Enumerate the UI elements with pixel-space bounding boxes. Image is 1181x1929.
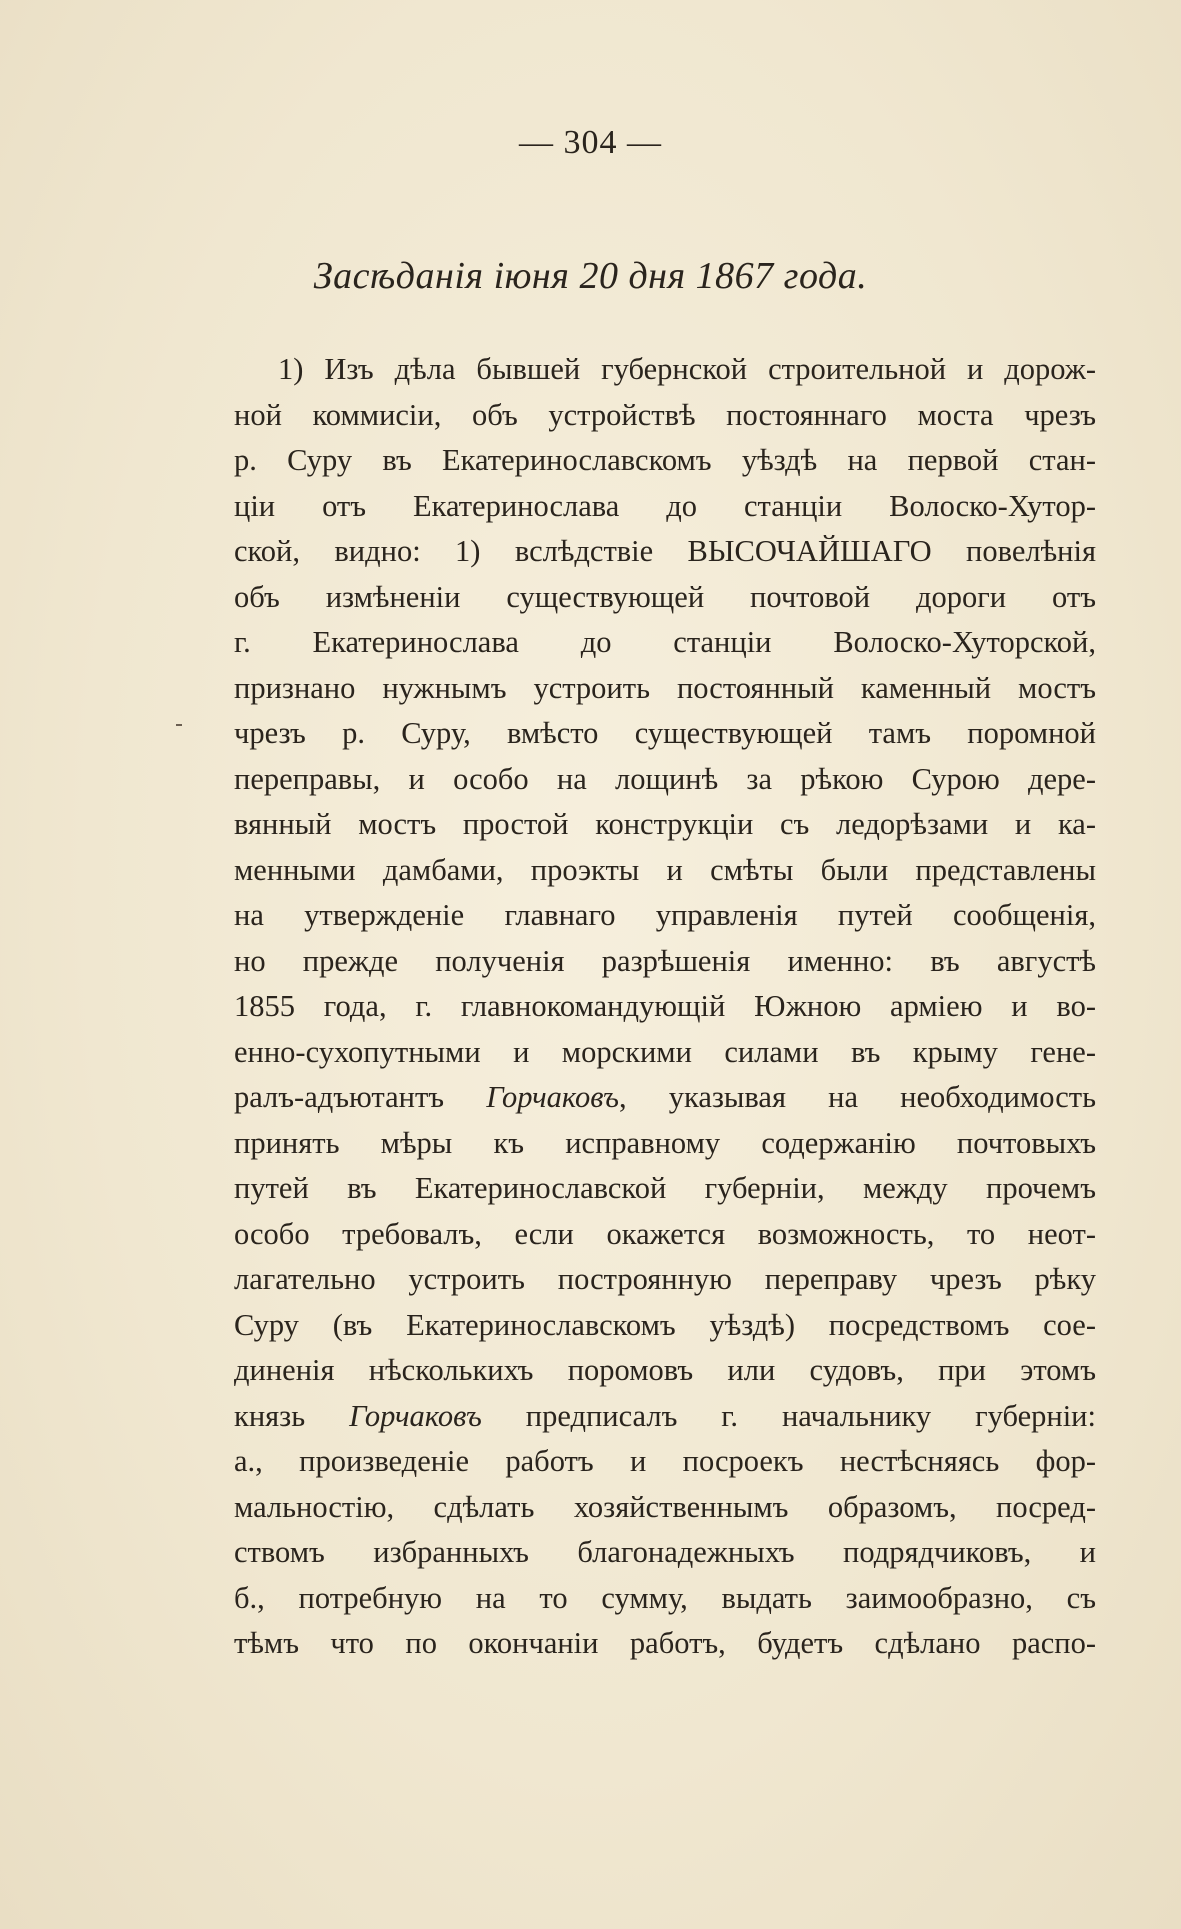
text-line: путей въ Екатеринославской губерніи, между прочемъ [234, 1171, 1096, 1205]
session-heading: Засѣданія іюня 20 дня 1867 года. [313, 255, 868, 297]
text-line: 1855 года, г. главнокомандующій Южною арміею и во- [234, 989, 1096, 1023]
text-line: вянный мостъ простой конструкціи съ ледорѣзами и ка- [234, 807, 1096, 841]
text-line: лагательно устроить построянную переправу чрезъ рѣку [234, 1262, 1096, 1296]
text-line: г. Екатеринослава до станціи Волоско-Хуторской, [234, 625, 1096, 659]
italic-name: Горчаковъ [486, 1080, 619, 1114]
text-line: признано нужнымъ устроить постоянный каменный мостъ [234, 670, 1096, 705]
body-text [234, 347, 1096, 1667]
italic-name: Горчаковъ [349, 1398, 482, 1433]
text-line: 1) Изъ дѣла бывшей губернской строительной и дорож- [278, 352, 1096, 386]
text-line: ціи отъ Екатеринослава до станціи Волоско-Хутор- [234, 488, 1096, 523]
text-line: переправы, и особо на лощинѣ за рѣкою Сурою дере- [234, 761, 1096, 796]
text-line: р. Суру въ Екатеринославскомъ уѣздѣ на первой стан- [234, 443, 1096, 477]
text-segment: ралъ-адъютантъ [234, 1080, 487, 1114]
text-line: тѣмъ что по окончаніи работъ, будетъ сдѣлано распо- [234, 1626, 1096, 1660]
text-segment: , указывая на необходимость [618, 1080, 1096, 1114]
text-line: енно-сухопутными и морскими силами въ крыму гене- [234, 1034, 1096, 1069]
text-line-with-name [234, 1394, 1096, 1440]
text-line: б., потребную на то сумму, выдать заимообразно, съ [234, 1580, 1096, 1615]
text-line: а., произведеніе работъ и посроекъ нестѣсняясь фор- [234, 1444, 1096, 1478]
text-line: менными дамбами, проэкты и смѣты были представлены [234, 852, 1096, 887]
text-line-with-name [234, 1075, 1096, 1121]
text-line: ской, видно: 1) вслѣдствіе ВЫСОЧАЙШАГО повелѣнія [234, 534, 1096, 568]
text-line: мальностію, сдѣлать хозяйственнымъ образомъ, посред- [234, 1489, 1096, 1524]
text-line: диненія нѣсколькихъ поромовъ или судовъ, при этомъ [234, 1353, 1096, 1387]
text-line: но прежде полученія разрѣшенія именно: въ августѣ [234, 943, 1096, 978]
margin-mark [176, 724, 182, 726]
page-number: — 304 — [519, 124, 662, 161]
text-line: особо требовалъ, если окажется возможность, то неот- [234, 1216, 1096, 1251]
text-line: объ измѣненіи существующей почтовой дороги отъ [234, 579, 1096, 614]
text-segment: предписалъ г. начальнику губерніи: [481, 1398, 1096, 1433]
text-segment: князь [234, 1398, 350, 1433]
text-line: Суру (въ Екатеринославскомъ уѣздѣ) посредствомъ сое- [234, 1307, 1096, 1342]
text-line: ствомъ избранныхъ благонадежныхъ подрядчиковъ, и [234, 1535, 1096, 1569]
text-line: принять мѣры къ исправному содержанію почтовыхъ [234, 1125, 1096, 1160]
text-line: чрезъ р. Суру, вмѣсто существующей тамъ поромной [234, 716, 1096, 750]
text-line: ной коммисіи, объ устройствѣ постояннаго моста чрезъ [234, 397, 1096, 432]
text-line: на утвержденіе главнаго управленія путей сообщенія, [234, 898, 1096, 932]
